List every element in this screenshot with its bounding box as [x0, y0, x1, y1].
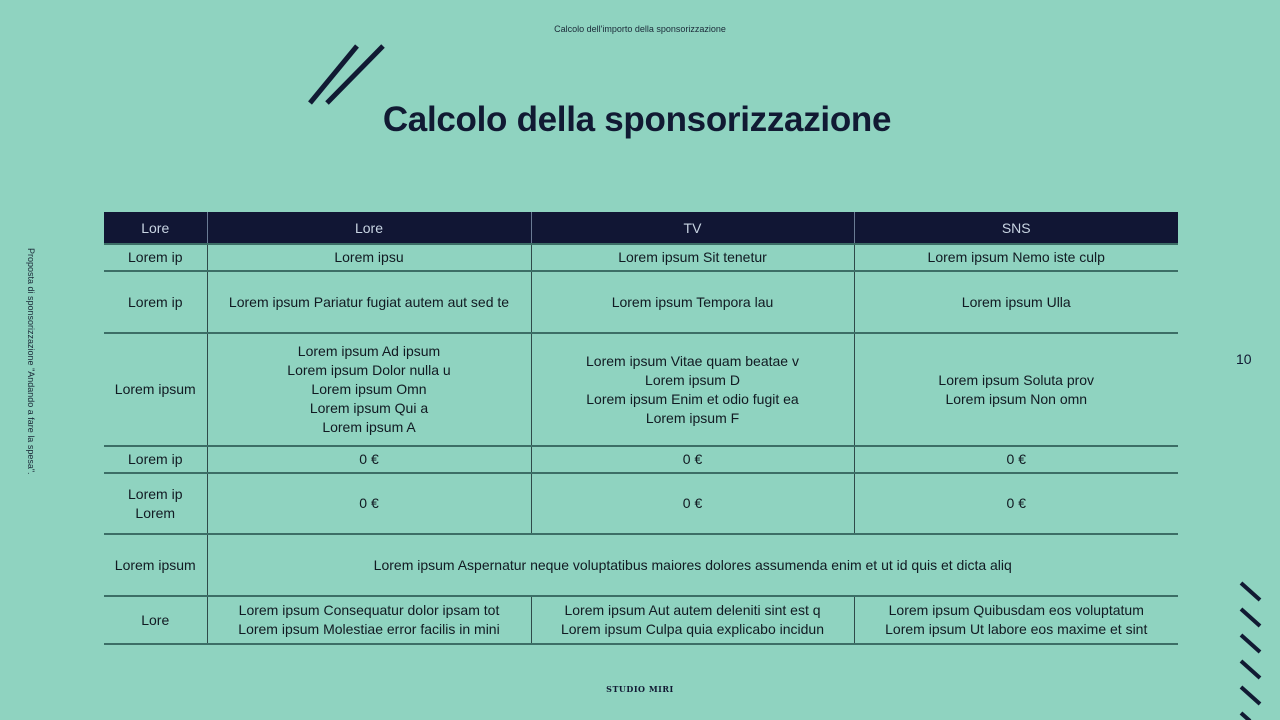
studio-logo: STUDIO MIRI: [606, 684, 674, 694]
table-row: [104, 596, 1178, 644]
table-header-row: [104, 212, 1178, 244]
amount-cell: 0 €: [207, 446, 531, 473]
table-cell: Lorem ipsum Tempora lau: [531, 271, 854, 333]
table-cell: Lorem ipsum Vitae quam beatae v Lorem ipsum D Lorem ipsum Enim et odio fugit ea Lorem ipsum F: [531, 333, 854, 446]
table-row: [104, 271, 1178, 333]
table-row: [104, 244, 1178, 271]
slide-caption: Calcolo dell'importo della sponsorizzazione: [554, 24, 726, 34]
column-header-sns: SNS: [854, 212, 1178, 244]
row-label: Lorem ip: [104, 271, 207, 333]
table-cell: Lorem ipsum Nemo iste culp: [854, 244, 1178, 271]
row-label: Lorem ipsum: [104, 534, 207, 596]
table-row: [104, 333, 1178, 446]
amount-cell: 0 €: [854, 473, 1178, 534]
table-row: [104, 473, 1178, 534]
amount-cell: 0 €: [531, 473, 854, 534]
row-label: Lorem ip Lorem: [104, 473, 207, 534]
table-cell: Lorem ipsu: [207, 244, 531, 271]
table-row: [104, 534, 1178, 596]
amount-cell: 0 €: [207, 473, 531, 534]
page-title: Calcolo della sponsorizzazione: [382, 100, 892, 139]
row-label: Lorem ip: [104, 446, 207, 473]
double-slash-decoration-icon: [305, 42, 389, 108]
table-cell: Lorem ipsum Consequatur dolor ipsam tot Lorem ipsum Molestiae error facilis in mini: [207, 596, 531, 644]
row-label: Lore: [104, 596, 207, 644]
row-label: Lorem ip: [104, 244, 207, 271]
table-cell: Lorem ipsum Ad ipsum Lorem ipsum Dolor nulla u Lorem ipsum Omn Lorem ipsum Qui a Lorem ipsum A: [207, 333, 531, 446]
sponsorship-table: [104, 212, 1178, 645]
diagonal-ticks-decoration-icon: [1236, 580, 1266, 720]
table-cell: Lorem ipsum Sit tenetur: [531, 244, 854, 271]
row-label: Lorem ipsum: [104, 333, 207, 446]
table-cell: Lorem ipsum Aut autem deleniti sint est q Lorem ipsum Culpa quia explicabo incidun: [531, 596, 854, 644]
table-cell: Lorem ipsum Soluta prov Lorem ipsum Non omn: [854, 333, 1178, 446]
table-row: [104, 446, 1178, 473]
column-header-tv: TV: [531, 212, 854, 244]
column-header: Lore: [104, 212, 207, 244]
column-header: Lore: [207, 212, 531, 244]
amount-cell: 0 €: [854, 446, 1178, 473]
page-number: 10: [1236, 351, 1252, 367]
table-cell: Lorem ipsum Quibusdam eos voluptatum Lorem ipsum Ut labore eos maxime et sint: [854, 596, 1178, 644]
side-caption: Proposta di sponsorizzazione "Andando a fare la spesa".: [26, 248, 36, 475]
merged-cell: Lorem ipsum Aspernatur neque voluptatibus maiores dolores assumenda enim et ut id quis et dicta aliq: [207, 534, 1178, 596]
table-cell: Lorem ipsum Pariatur fugiat autem aut sed te: [207, 271, 531, 333]
amount-cell: 0 €: [531, 446, 854, 473]
table-cell: Lorem ipsum Ulla: [854, 271, 1178, 333]
